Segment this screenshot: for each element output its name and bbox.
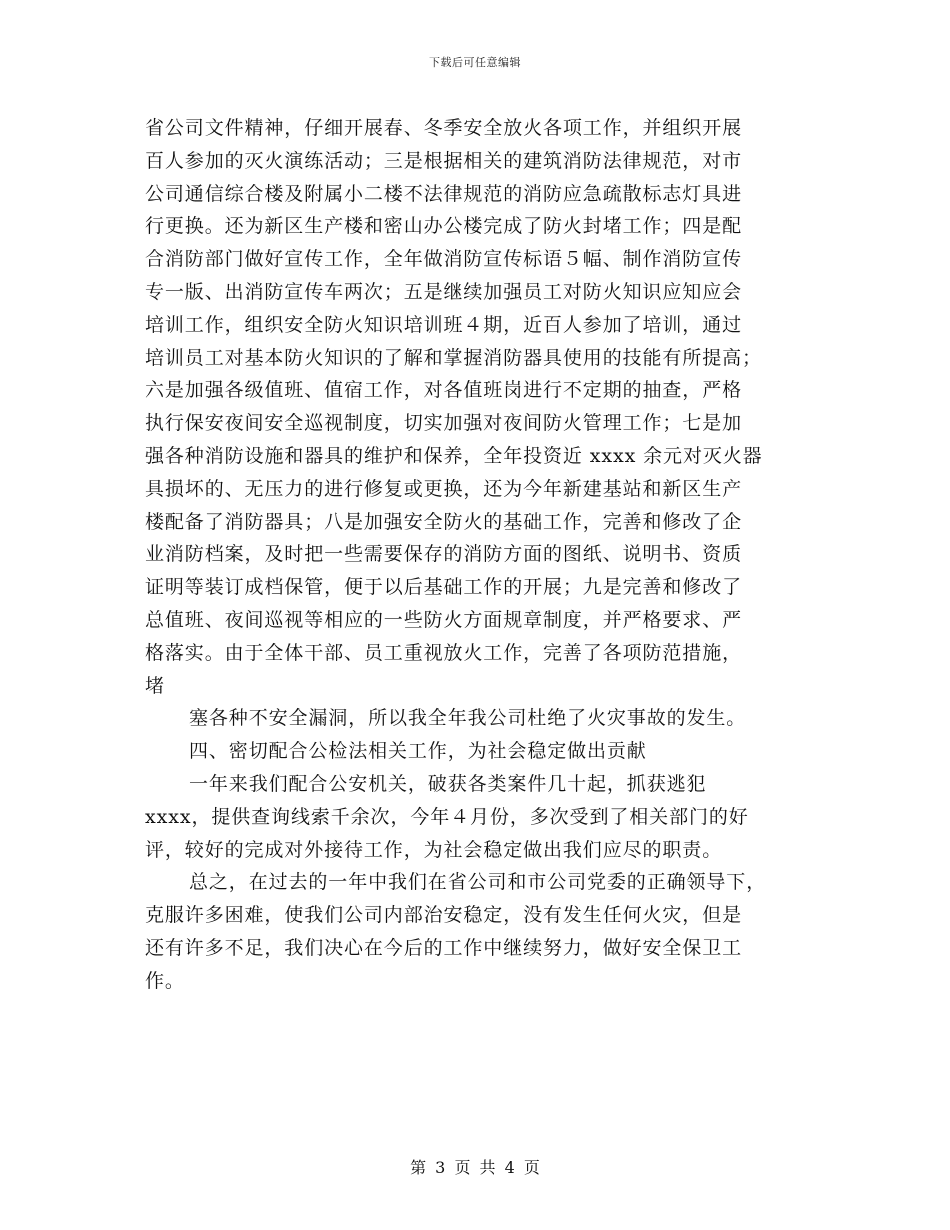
- paragraph-line: 培训工作，组织安全防火知识培训班４期，近百人参加了培训，通过: [145, 313, 743, 336]
- paragraph-line: 作。: [145, 969, 185, 992]
- paragraph-line: 总值班、夜间巡视等相应的一些防火方面规章制度，并严格要求、严: [145, 608, 743, 631]
- paragraph-line: 省公司文件精神，仔细开展春、冬季安全放火各项工作，并组织开展: [145, 117, 743, 139]
- page-header: 下载后可任意编辑: [429, 56, 521, 69]
- paragraph-line: 堵: [145, 674, 165, 697]
- paragraph-line: 合消防部门做好宣传工作，全年做消防宣传标语５幅、制作消防宣传: [145, 248, 743, 271]
- paragraph-line: 行更换。还为新区生产楼和密山办公楼完成了防火封堵工作；四是配: [145, 215, 743, 238]
- paragraph-line: xxxx，提供查询线索千余次，今年４月份，多次受到了相关部门的好: [145, 805, 749, 828]
- paragraph-line: 培训员工对基本防火知识的了解和掌握消防器具使用的技能有所提高；: [145, 346, 762, 369]
- paragraph-line: 格落实。由于全体干部、员工重视放火工作，完善了各项防范措施，: [145, 641, 743, 664]
- page-footer: 第 3 页 共 4 页: [410, 1158, 540, 1177]
- paragraph-line: 一年来我们配合公安机关，破获各类案件几十起，抓获逃犯: [189, 772, 707, 795]
- paragraph-line: 执行保安夜间安全巡视制度，切实加强对夜间防火管理工作；七是加: [145, 412, 743, 435]
- paragraph-line: 总之，在过去的一年中我们在省公司和市公司党委的正确领导下，: [189, 871, 767, 894]
- paragraph-line: 公司通信综合楼及附属小二楼不法律规范的消防应急疏散标志灯具进: [145, 182, 743, 205]
- paragraph-line: 塞各种不安全漏洞，所以我全年我公司杜绝了火灾事故的发生。: [189, 707, 747, 730]
- paragraph-line: 业消防档案，及时把一些需要保存的消防方面的图纸、说明书、资质: [145, 543, 743, 566]
- paragraph-line: 克服许多困难，使我们公司内部治安稳定，没有发生任何火灾，但是: [145, 904, 743, 927]
- paragraph-line: 具损坏的、无压力的进行修复或更换，还为今年新建基站和新区生产: [145, 477, 743, 500]
- paragraph-line: 专一版、出消防宣传车两次；五是继续加强员工对防火知识应知应会: [145, 280, 743, 303]
- document-body: [145, 112, 805, 998]
- paragraph-line: 强各种消防设施和器具的维护和保养，全年投资近 xxxx 余元对灭火器: [145, 444, 763, 467]
- paragraph-line: 百人参加的灭火演练活动；三是根据相关的建筑消防法律规范，对市: [145, 149, 743, 172]
- paragraph-line: 楼配备了消防器具；八是加强安全防火的基础工作，完善和修改了企: [145, 510, 743, 533]
- paragraph-line: 评，较好的完成对外接待工作，为社会稳定做出我们应尽的职责。: [145, 838, 723, 861]
- section-heading: 四、密切配合公检法相关工作，为社会稳定做出贡献: [189, 740, 647, 763]
- paragraph-line: 还有许多不足，我们决心在今后的工作中继续努力，做好安全保卫工: [145, 936, 743, 959]
- paragraph-line: 六是加强各级值班、值宿工作，对各值班岗进行不定期的抽查，严格: [145, 379, 743, 402]
- paragraph-line: 证明等装订成档保管，便于以后基础工作的开展；九是完善和修改了: [145, 576, 743, 599]
